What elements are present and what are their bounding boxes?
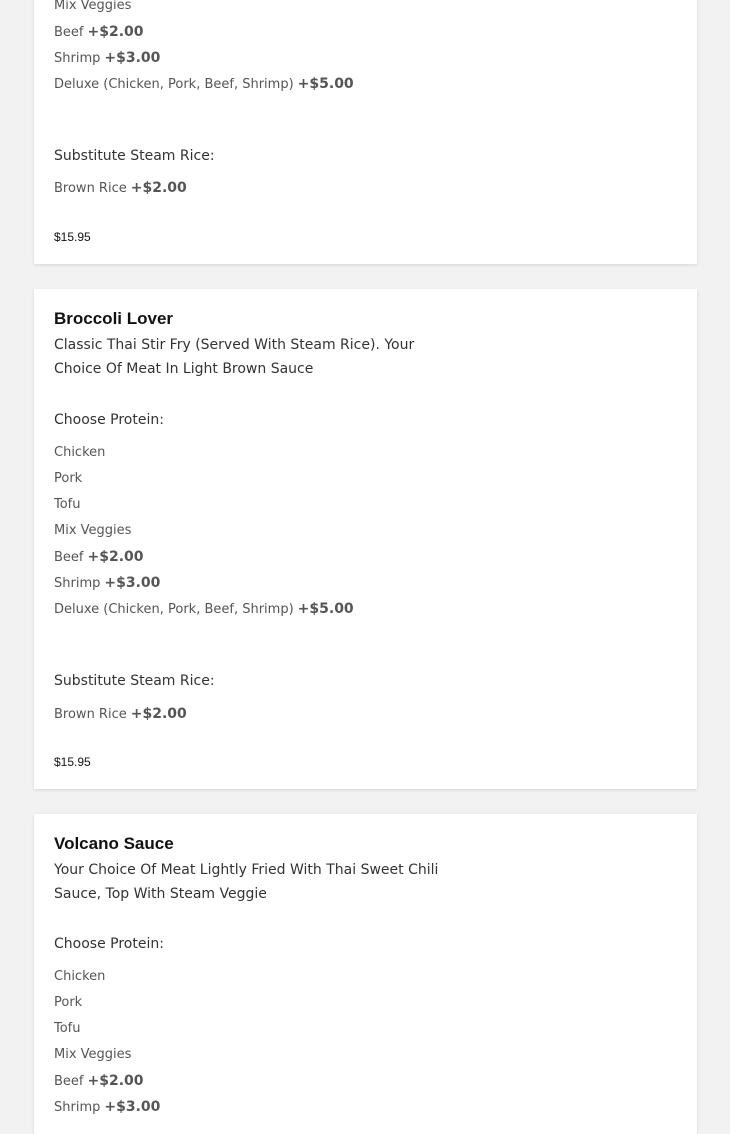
- option-name: Beef: [54, 1074, 84, 1089]
- menu-item-card[interactable]: [34, 814, 697, 1134]
- option-name: Brown Rice: [54, 707, 127, 722]
- option-name: Shrimp: [54, 1100, 101, 1115]
- item-title[interactable]: Volcano Sauce: [54, 834, 174, 853]
- protein-option[interactable]: [54, 969, 105, 984]
- protein-section-label: Choose Protein:: [54, 936, 164, 952]
- protein-option[interactable]: [54, 523, 131, 538]
- option-name: Chicken: [54, 445, 106, 460]
- protein-option[interactable]: [54, 1021, 81, 1036]
- protein-option[interactable]: [54, 1047, 131, 1062]
- rice-option[interactable]: [54, 706, 187, 722]
- option-name: Brown Rice: [54, 181, 127, 196]
- option-name: Deluxe (Chicken, Pork, Beef, Shrimp): [54, 77, 294, 92]
- option-name: Tofu: [54, 1021, 81, 1036]
- option-price: +$2.00: [87, 549, 144, 565]
- option-name: Mix Veggies: [54, 1047, 132, 1062]
- rice-section-label: Substitute Steam Rice:: [54, 148, 215, 164]
- item-price: $15.95: [54, 230, 91, 244]
- protein-option[interactable]: [54, 445, 105, 460]
- protein-option[interactable]: [54, 549, 144, 565]
- option-name: Deluxe (Chicken, Pork, Beef, Shrimp): [54, 602, 294, 617]
- option-name: Pork: [54, 471, 83, 486]
- protein-option[interactable]: [54, 497, 81, 512]
- option-price: +$2.00: [130, 706, 187, 722]
- protein-option[interactable]: [54, 50, 160, 66]
- protein-option[interactable]: [54, 601, 354, 617]
- protein-option[interactable]: [54, 575, 160, 591]
- option-name: Mix Veggies: [54, 0, 132, 13]
- protein-option[interactable]: [54, 1099, 160, 1115]
- option-price: +$2.00: [87, 24, 144, 40]
- option-price: +$3.00: [104, 50, 161, 66]
- protein-section-label: Choose Protein:: [54, 412, 164, 428]
- option-price: +$3.00: [104, 575, 161, 591]
- menu-item-card[interactable]: [34, 289, 697, 789]
- protein-option[interactable]: [54, 1073, 144, 1089]
- option-name: Mix Veggies: [54, 523, 132, 538]
- option-price: +$2.00: [87, 1073, 144, 1089]
- rice-option[interactable]: [54, 180, 187, 196]
- protein-option[interactable]: [54, 995, 82, 1010]
- rice-section-label: Substitute Steam Rice:: [54, 673, 215, 689]
- item-price: $15.95: [54, 755, 91, 769]
- option-price: +$3.00: [104, 1099, 161, 1115]
- option-name: Beef: [54, 550, 84, 565]
- option-name: Tofu: [54, 497, 81, 512]
- protein-option[interactable]: [54, 76, 354, 92]
- option-name: Beef: [54, 25, 84, 40]
- option-name: Shrimp: [54, 51, 101, 66]
- protein-option[interactable]: [54, 0, 131, 13]
- menu-item-card: [34, 0, 697, 264]
- item-description: Classic Thai Stir Fry (Served With Steam Rice). Your Choice Of Meat In Light Brown Sauce: [54, 337, 415, 377]
- protein-option[interactable]: [54, 24, 144, 40]
- option-name: Chicken: [54, 969, 106, 984]
- protein-option[interactable]: [54, 471, 82, 486]
- option-name: Shrimp: [54, 576, 101, 591]
- option-price: +$2.00: [130, 180, 187, 196]
- option-price: +$5.00: [297, 601, 354, 617]
- item-title[interactable]: Broccoli Lover: [54, 309, 174, 328]
- item-description: Your Choice Of Meat Lightly Fried With Thai Sweet Chili Sauce, Top With Steam Veggie: [54, 862, 439, 902]
- option-name: Pork: [54, 995, 83, 1010]
- option-price: +$5.00: [297, 76, 354, 92]
